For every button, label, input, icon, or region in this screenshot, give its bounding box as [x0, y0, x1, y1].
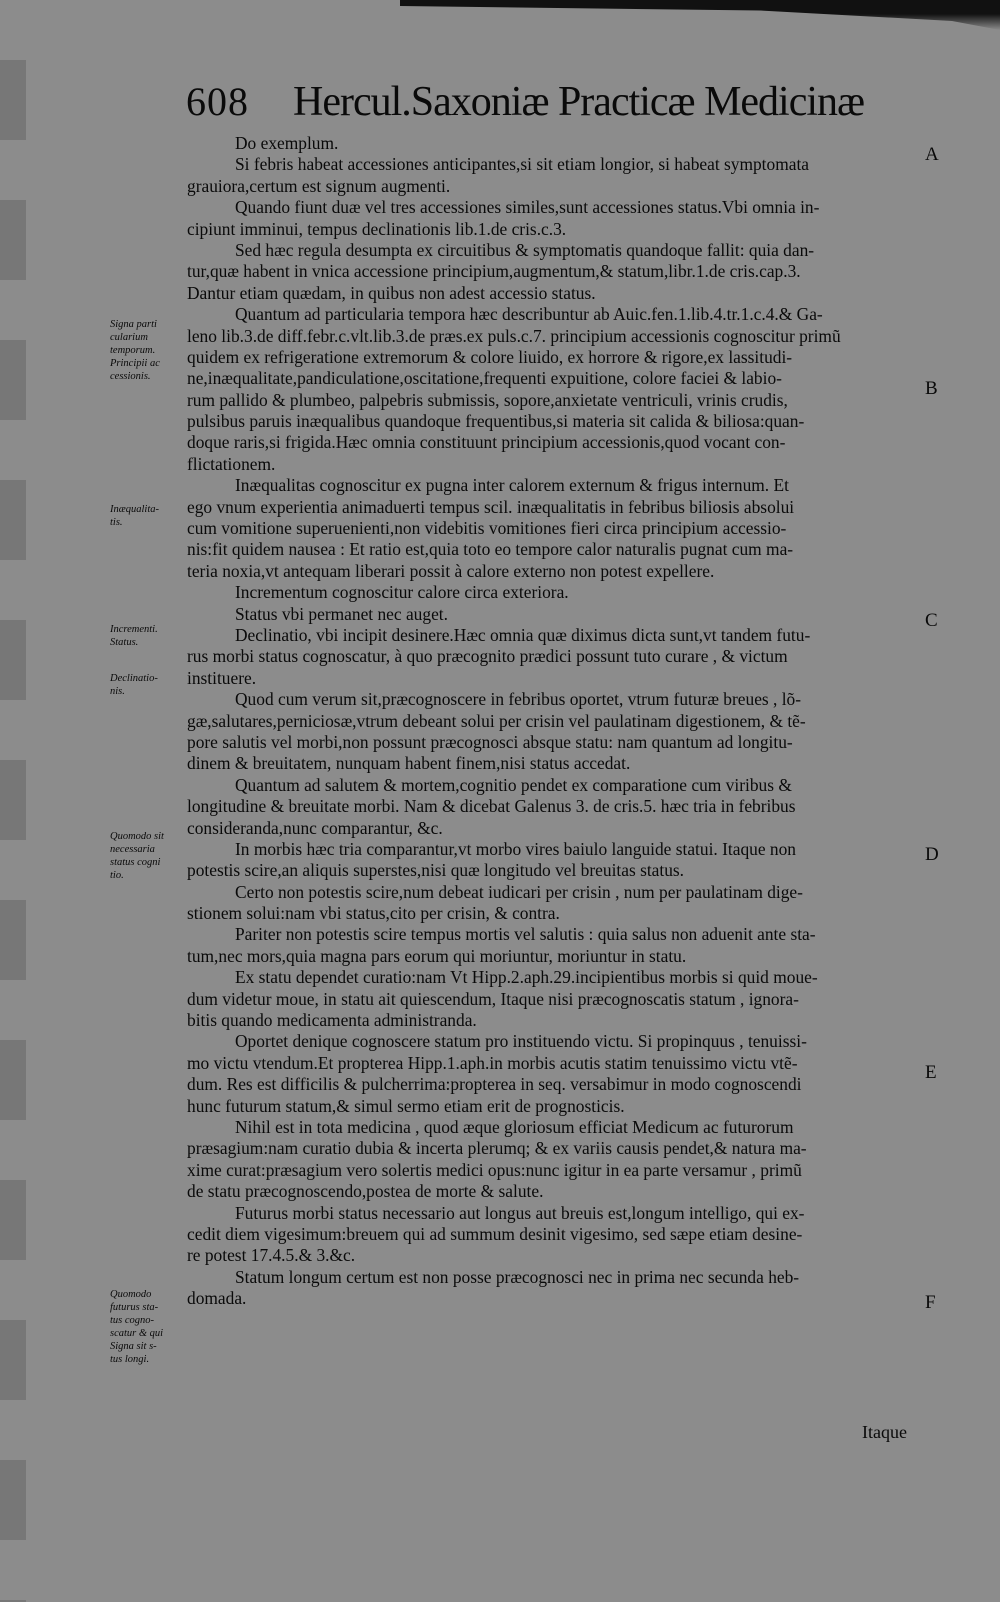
margin-note-inaequalitatis: Inæqualita- tis. — [110, 504, 159, 528]
section-letter-b: B — [925, 378, 938, 399]
text-line: præsagium:nam curatio dubia & incerta plerumq; & ex variis causis pendet,& natura ma- — [187, 1138, 807, 1159]
section-letter-f: F — [925, 1292, 936, 1313]
text-line: ne,inæqualitate,pandiculatione,oscitatione,frequenti expuitione, colore faciei & labio- — [187, 368, 782, 389]
text-line: gæ,salutares,perniciosæ,vtrum debeant solui per crisin vel paulatinam digestionem, & tẽ- — [187, 710, 806, 731]
text-line: cedit diem vigesimum:breuem qui ad summum desinit vigesimo, sed sæpe etiam desine- — [187, 1223, 803, 1244]
text-line: longitudine & breuitate morbi. Nam & dicebat Galenus 3. de cris.5. hæc tria in febribus — [187, 796, 796, 817]
text-line: Status vbi permanet nec auget. — [235, 603, 448, 624]
text-line: consideranda,nunc comparantur, &c. — [187, 817, 443, 838]
text-line: Ex statu dependet curatio:nam Vt Hipp.2.aph.29.incipientibus morbis si quid moue- — [235, 967, 818, 988]
text-line: dinem & breuitatem, nunquam habent finem,nisi status accedat. — [187, 753, 631, 774]
header-title: Hercul.Saxoniæ Practicæ Medicinæ — [293, 79, 865, 125]
text-line: doque raris,si frigida.Hæc omnia constituunt principium accessionis,quod vocant con- — [187, 432, 786, 453]
text-line: ego vnum experientia animaduerti tempus scil. inæqualitatis in febribus biliosis absolui — [187, 496, 795, 517]
text-line: pulsibus paruis inæqualibus quandoque frequentibus,si materia sit calida & biliosa:quan- — [187, 411, 805, 432]
text-line: xime curat:præsagium vero solertis medici opus:nunc igitur in ea parte versamur , primũ — [187, 1159, 802, 1180]
text-line: Quantum ad particularia tempora hæc describuntur ab Auic.fen.1.lib.4.tr.1.c.4.& Ga- — [235, 304, 823, 325]
margin-note-status-cognitio: Quomodo sit necessaria status cogni tio. — [110, 831, 164, 881]
text-line: bitis quando medicamenta administranda. — [187, 1010, 477, 1031]
text-line: Inæqualitas cognoscitur ex pugna inter calorem externum & frigus internum. Et — [235, 475, 789, 496]
page-number: 608 — [186, 79, 249, 124]
text-line: Sed hæc regula desumpta ex circuitibus & symptomatis quandoque fallit: quia dan- — [235, 239, 815, 260]
text-line: teria noxia,vt antequam liberari possit à calore externo non potest expellere. — [187, 560, 715, 581]
text-line: re potest 17.4.5.& 3.&c. — [187, 1245, 356, 1266]
text-line: Quando fiunt duæ vel tres accessiones similes,sunt accessiones status.Vbi omnia in- — [235, 197, 820, 218]
text-line: leno lib.3.de diff.febr.c.vlt.lib.3.de præs.ex puls.c.7. principium accessionis cognoscitur primũ — [187, 325, 841, 346]
text-line: Dantur etiam quædam, in quibus non adest accessio status. — [187, 282, 596, 303]
scan-left-edge — [0, 0, 26, 1602]
text-line: Pariter non potestis scire tempus mortis vel salutis : quia salus non aduenit ante sta- — [235, 924, 816, 945]
text-line: rum pallido & plumbeo, palpebris submissis, sopore,anxietate ventriculi, vrinis crudis, — [187, 389, 788, 410]
text-line: nis:fit quidem nausea : Et ratio est,quia toto eo tempore calor naturalis pugnat cum ma- — [187, 539, 794, 560]
section-letter-d: D — [925, 844, 939, 865]
text-line: Quod cum verum sit,præcognoscere in febribus oportet, vtrum futuræ breues , lõ- — [235, 689, 802, 710]
text-line: Declinatio, vbi incipit desinere.Hæc omnia quæ diximus dicta sunt,vt tandem futu- — [235, 624, 811, 645]
text-line: cum vomitione superuenienti,non videbitis vomitiones fieri circa principium accessio- — [187, 518, 787, 539]
text-line: stionem solui:nam vbi status,cito per crisin, & contra. — [187, 903, 560, 924]
margin-note-declinationis: Declinatio- nis. — [110, 673, 158, 697]
text-line: quidem ex refrigeratione extremorum & colore liuido, ex horrore & rigore,ex lassitudi- — [187, 346, 793, 367]
text-line: Quantum ad salutem & mortem,cognitio pendet ex comparatione cum viribus & — [235, 774, 792, 795]
text-line: grauiora,certum est signum augmenti. — [187, 175, 451, 196]
text-line: de statu præcognoscendo,postea de morte & salute. — [187, 1181, 544, 1202]
text-line: Nihil est in tota medicina , quod æque gloriosum efficiat Medicum ac futurorum — [235, 1116, 794, 1137]
margin-note-futurus-status: Quomodo futurus sta- tus cogno- scatur & qui Signa sit s- tus longi. — [110, 1289, 164, 1365]
text-line: dum. Res est difficilis & pulcherrima:propterea in seq. versabimur in modo cognoscendi — [187, 1074, 802, 1095]
section-letter-a: A — [925, 144, 939, 165]
text-line: Statum longum certum est non posse præcognosci nec in prima nec secunda heb- — [235, 1266, 800, 1287]
text-line: pore salutis vel morbi,non possunt præcognosci absque statu: nam quantum ad longitu- — [187, 731, 793, 752]
text-line: Futurus morbi status necessario aut longus aut breuis est,longum intelligo, qui ex- — [235, 1202, 805, 1223]
margin-note-incrementi: Incrementi. Status. — [110, 624, 158, 648]
text-line: Do exemplum. — [235, 133, 339, 153]
section-letter-c: C — [925, 610, 938, 631]
text-line: tur,quæ habent in vnica accessione principium,augmentum,& statum,libr.1.de cris.cap.3. — [187, 261, 801, 282]
text-line: Certo non potestis scire,num debeat iudicari per crisin , num per paulatinam dige- — [235, 881, 803, 902]
running-head — [186, 78, 886, 134]
text-line: Oportet denique cognoscere statum pro instituendo victu. Si propinquus , tenuissi- — [235, 1031, 807, 1052]
text-line: potestis scire,an aliquis superstes,nisi quæ longitudo vel breuitas status. — [187, 860, 685, 881]
text-line: Si febris habeat accessiones anticipantes,si sit etiam longior, si habeat symptomata — [235, 154, 810, 175]
text-line: rus morbi status cognoscatur, à quo præcognito prædici possunt tuto curare , & victum — [187, 646, 788, 667]
text-line: tum,nec mors,quia magna pars eorum qui moriuntur, moriuntur in statu. — [187, 945, 687, 966]
text-line: domada. — [187, 1288, 247, 1309]
catchword: Itaque — [862, 1422, 907, 1442]
text-line: cipiunt imminui, tempus declinationis lib.1.de cris.c.3. — [187, 218, 567, 239]
main-text — [187, 133, 925, 1309]
text-line: dum videtur moue, in statu ait quiescendum, Itaque nisi præcognoscatis statum , ignora- — [187, 988, 799, 1009]
text-line: In morbis hæc tria comparantur,vt morbo vires baiulo languide statui. Itaque non — [235, 838, 796, 859]
text-line: Incrementum cognoscitur calore circa exteriora. — [235, 582, 569, 603]
scan-top-edge — [400, 0, 1000, 30]
text-line: hunc futurum statum,& simul sermo etiam erit de prognosticis. — [187, 1095, 625, 1116]
text-line: mo victu vtendum.Et propterea Hipp.1.aph.in morbis acutis statim tenuissimo victu vtẽ- — [187, 1052, 798, 1073]
text-line: instituere. — [187, 667, 257, 688]
margin-note-signa: Signa parti cularium temporum. Principii ac cessionis. — [110, 319, 160, 382]
section-letter-e: E — [925, 1062, 937, 1083]
text-line: flictationem. — [187, 453, 276, 474]
